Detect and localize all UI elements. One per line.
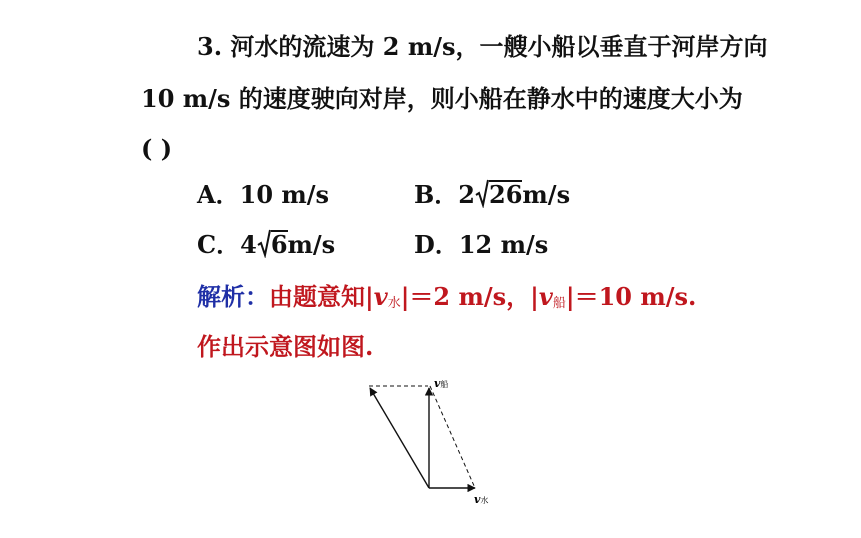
question-line-2: [141, 84, 743, 114]
option-c-unit: m/s: [287, 230, 336, 259]
question-line-1: [197, 32, 768, 62]
radical-sign-icon: [475, 178, 489, 208]
option-b-radicand: 26: [489, 180, 523, 209]
option-c-coefficient: 4: [240, 230, 257, 259]
velocity-symbol-water: v: [373, 282, 388, 311]
solution-text-4: 作出示意图如图.: [197, 332, 374, 361]
option-a-label: A．: [197, 180, 240, 209]
water-velocity-label: v水: [474, 493, 489, 506]
option-a[interactable]: [197, 180, 329, 210]
option-c-label: C．: [197, 230, 241, 259]
question-text-1: 3. 河水的流速为 2 m/s，一艘小船以垂直于河岸方向: [197, 32, 768, 61]
resultant-velocity-arrow: [370, 388, 429, 488]
subscript-boat: 船: [552, 296, 566, 311]
solution-line-2: [197, 332, 373, 362]
solution-line-1: [197, 282, 696, 319]
option-d[interactable]: [414, 230, 548, 260]
solution-text-2: |＝2 m/s，|: [400, 282, 539, 311]
velocity-vector-diagram: [355, 372, 505, 512]
velocity-symbol-boat: v: [538, 282, 553, 311]
solution-text-3: |＝10 m/s.: [565, 282, 697, 311]
option-b-label: B．: [414, 180, 459, 209]
option-b-unit: m/s: [522, 180, 571, 209]
dashed-right-line: [430, 386, 475, 488]
answer-blank: [141, 134, 172, 164]
solution-text-1: 由题意知|: [269, 282, 374, 311]
option-c[interactable]: [197, 230, 335, 260]
subscript-water: 水: [387, 296, 401, 311]
option-c-radicand: 6: [270, 230, 288, 259]
option-d-value: 12 m/s: [458, 230, 549, 259]
radical-sign-icon: [257, 228, 271, 258]
option-b-coefficient: 2: [458, 180, 475, 209]
option-d-label: D．: [414, 230, 459, 259]
boat-velocity-label: v船: [434, 377, 449, 390]
solution-label: 解析：: [197, 282, 269, 311]
answer-parentheses: ( ): [141, 134, 173, 163]
question-text-2: 10 m/s 的速度驶向对岸，则小船在静水中的速度大小为: [141, 84, 743, 113]
option-b-sqrt: [475, 180, 522, 210]
option-a-value: 10 m/s: [239, 180, 330, 209]
option-c-sqrt: [257, 230, 288, 260]
option-b[interactable]: [414, 180, 570, 210]
